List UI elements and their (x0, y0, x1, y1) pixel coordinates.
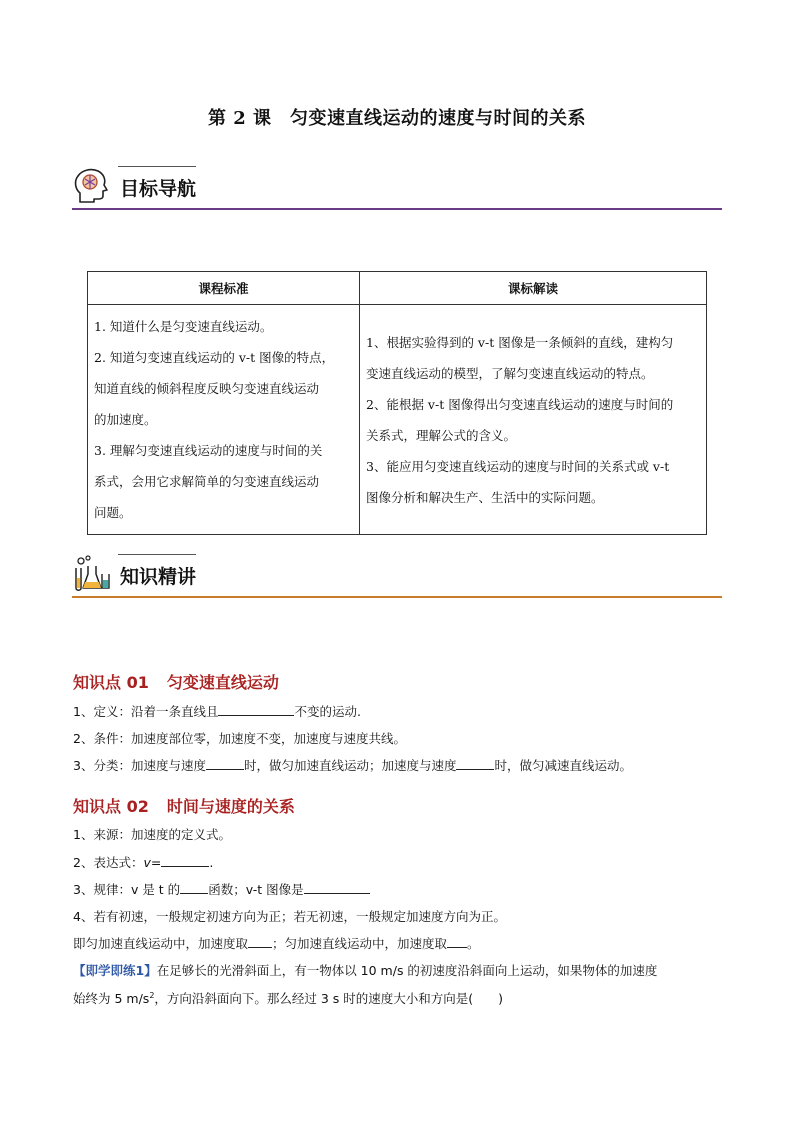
text: 时，做匀减速直线运动。 (494, 758, 632, 773)
fill-blank[interactable] (456, 757, 494, 770)
formula-v: v= (143, 855, 162, 870)
section-header-goal (72, 162, 722, 212)
standard-line: 3. 理解匀变速直线运动的速度与时间的关 (94, 443, 323, 458)
exercise-line-1 (73, 961, 657, 979)
curriculum-table (87, 271, 707, 535)
header-top-line (118, 554, 196, 555)
interpretation-line: 3、能应用匀变速直线运动的速度与时间的关系式或 v-t (366, 458, 670, 474)
superscript: 2 (149, 990, 155, 1000)
fill-blank[interactable] (447, 935, 467, 948)
table-row (88, 305, 707, 535)
knowledge-point-02-title (73, 794, 295, 817)
text: ；匀加速直线运动中，加速度取 (272, 936, 448, 951)
header-divider (72, 596, 722, 598)
kp2-source-line: 1、来源：加速度的定义式。 (73, 827, 231, 842)
interpretation-line: 图像分析和解决生产、生活中的实际问题。 (366, 489, 604, 505)
kp2-expression-line (73, 853, 213, 871)
text: 1、定义：沿着一条直线且 (73, 704, 219, 719)
text: 3、规律：v 是 t 的 (73, 882, 181, 897)
text: 不变的运动. (294, 704, 361, 719)
standard-line: 知道直线的倾斜程度反映匀变速直线运动 (94, 381, 320, 396)
kp2-rule-line (73, 880, 370, 898)
text: ，方向沿斜面向下。那么经过 3 s 时的速度大小和方向是( ) (154, 991, 504, 1006)
knowledge-point-name: 时间与速度的关系 (166, 797, 295, 816)
text: 函数；v-t 图像是 (208, 882, 304, 897)
text: 时，做匀加速直线运动；加速度与速度 (243, 758, 457, 773)
interpretation-line: 1、根据实验得到的 v-t 图像是一条倾斜的直线，建构匀 (366, 334, 674, 350)
standard-line: 2. 知道匀变速直线运动的 v-t 图像的特点， (94, 350, 335, 365)
fill-blank[interactable] (180, 881, 208, 894)
fill-blank[interactable] (248, 935, 272, 948)
fill-blank[interactable] (206, 757, 244, 770)
kp1-condition-line: 2、条件：加速度部位零，加速度不变，加速度与速度共线。 (73, 731, 406, 746)
head-brain-icon (72, 166, 112, 206)
knowledge-point-number: 知识点 02 (73, 797, 149, 816)
text: 在足够长的光滑斜面上，有一物体以 10 m/s 的初速度沿斜面向上运动，如果物体的加速度 (156, 963, 658, 978)
standard-line: 的加速度。 (94, 412, 157, 427)
interpretation-cell (360, 305, 707, 535)
interpretation-line: 变速直线运动的模型，了解匀变速直线运动的特点。 (366, 365, 654, 381)
exercise-tag: 【即学即练1】 (73, 963, 157, 978)
header-top-line (118, 166, 196, 167)
text: 始终为 5 m/s (73, 991, 150, 1006)
flask-lab-icon (72, 554, 112, 594)
exercise-line-2 (73, 989, 503, 1007)
standard-cell (88, 305, 360, 535)
table-header-interpretation: 课标解读 (360, 272, 707, 305)
section-heading: 知识精讲 (120, 566, 197, 588)
text: 3、分类：加速度与速度 (73, 758, 206, 773)
page-title: 第 2 课 匀变速直线运动的速度与时间的关系 (207, 108, 587, 129)
interpretation-line: 关系式，理解公式的含义。 (366, 427, 517, 443)
fill-blank[interactable] (304, 881, 370, 894)
interpretation-line: 2、能根据 v-t 图像得出匀变速直线运动的速度与时间的 (366, 396, 674, 412)
knowledge-point-number: 知识点 01 (73, 673, 149, 692)
text: 。 (467, 936, 480, 951)
standard-line: 1. 知道什么是匀变速直线运动。 (94, 319, 273, 334)
text: . (209, 855, 214, 870)
table-header-row (88, 272, 707, 305)
text: 即匀加速直线运动中，加速度取 (73, 936, 249, 951)
kp2-direction-line: 4、若有初速，一般规定初速方向为正；若无初速，一般规定加速度方向为正。 (73, 909, 506, 924)
fill-blank[interactable] (218, 703, 294, 716)
text: 2、表达式： (73, 855, 144, 870)
kp2-sign-line (73, 934, 480, 952)
kp1-classification-line (73, 756, 632, 774)
knowledge-point-name: 匀变速直线运动 (166, 673, 279, 692)
section-heading: 目标导航 (120, 178, 197, 200)
standard-line: 系式，会用它求解简单的匀变速直线运动 (94, 474, 320, 489)
kp1-definition-line (73, 702, 361, 720)
fill-blank[interactable] (161, 854, 209, 867)
section-header-knowledge (72, 550, 722, 600)
table-header-standard: 课程标准 (88, 272, 360, 305)
knowledge-point-01-title (73, 670, 279, 693)
standard-line: 问题。 (94, 505, 132, 520)
header-divider (72, 208, 722, 210)
